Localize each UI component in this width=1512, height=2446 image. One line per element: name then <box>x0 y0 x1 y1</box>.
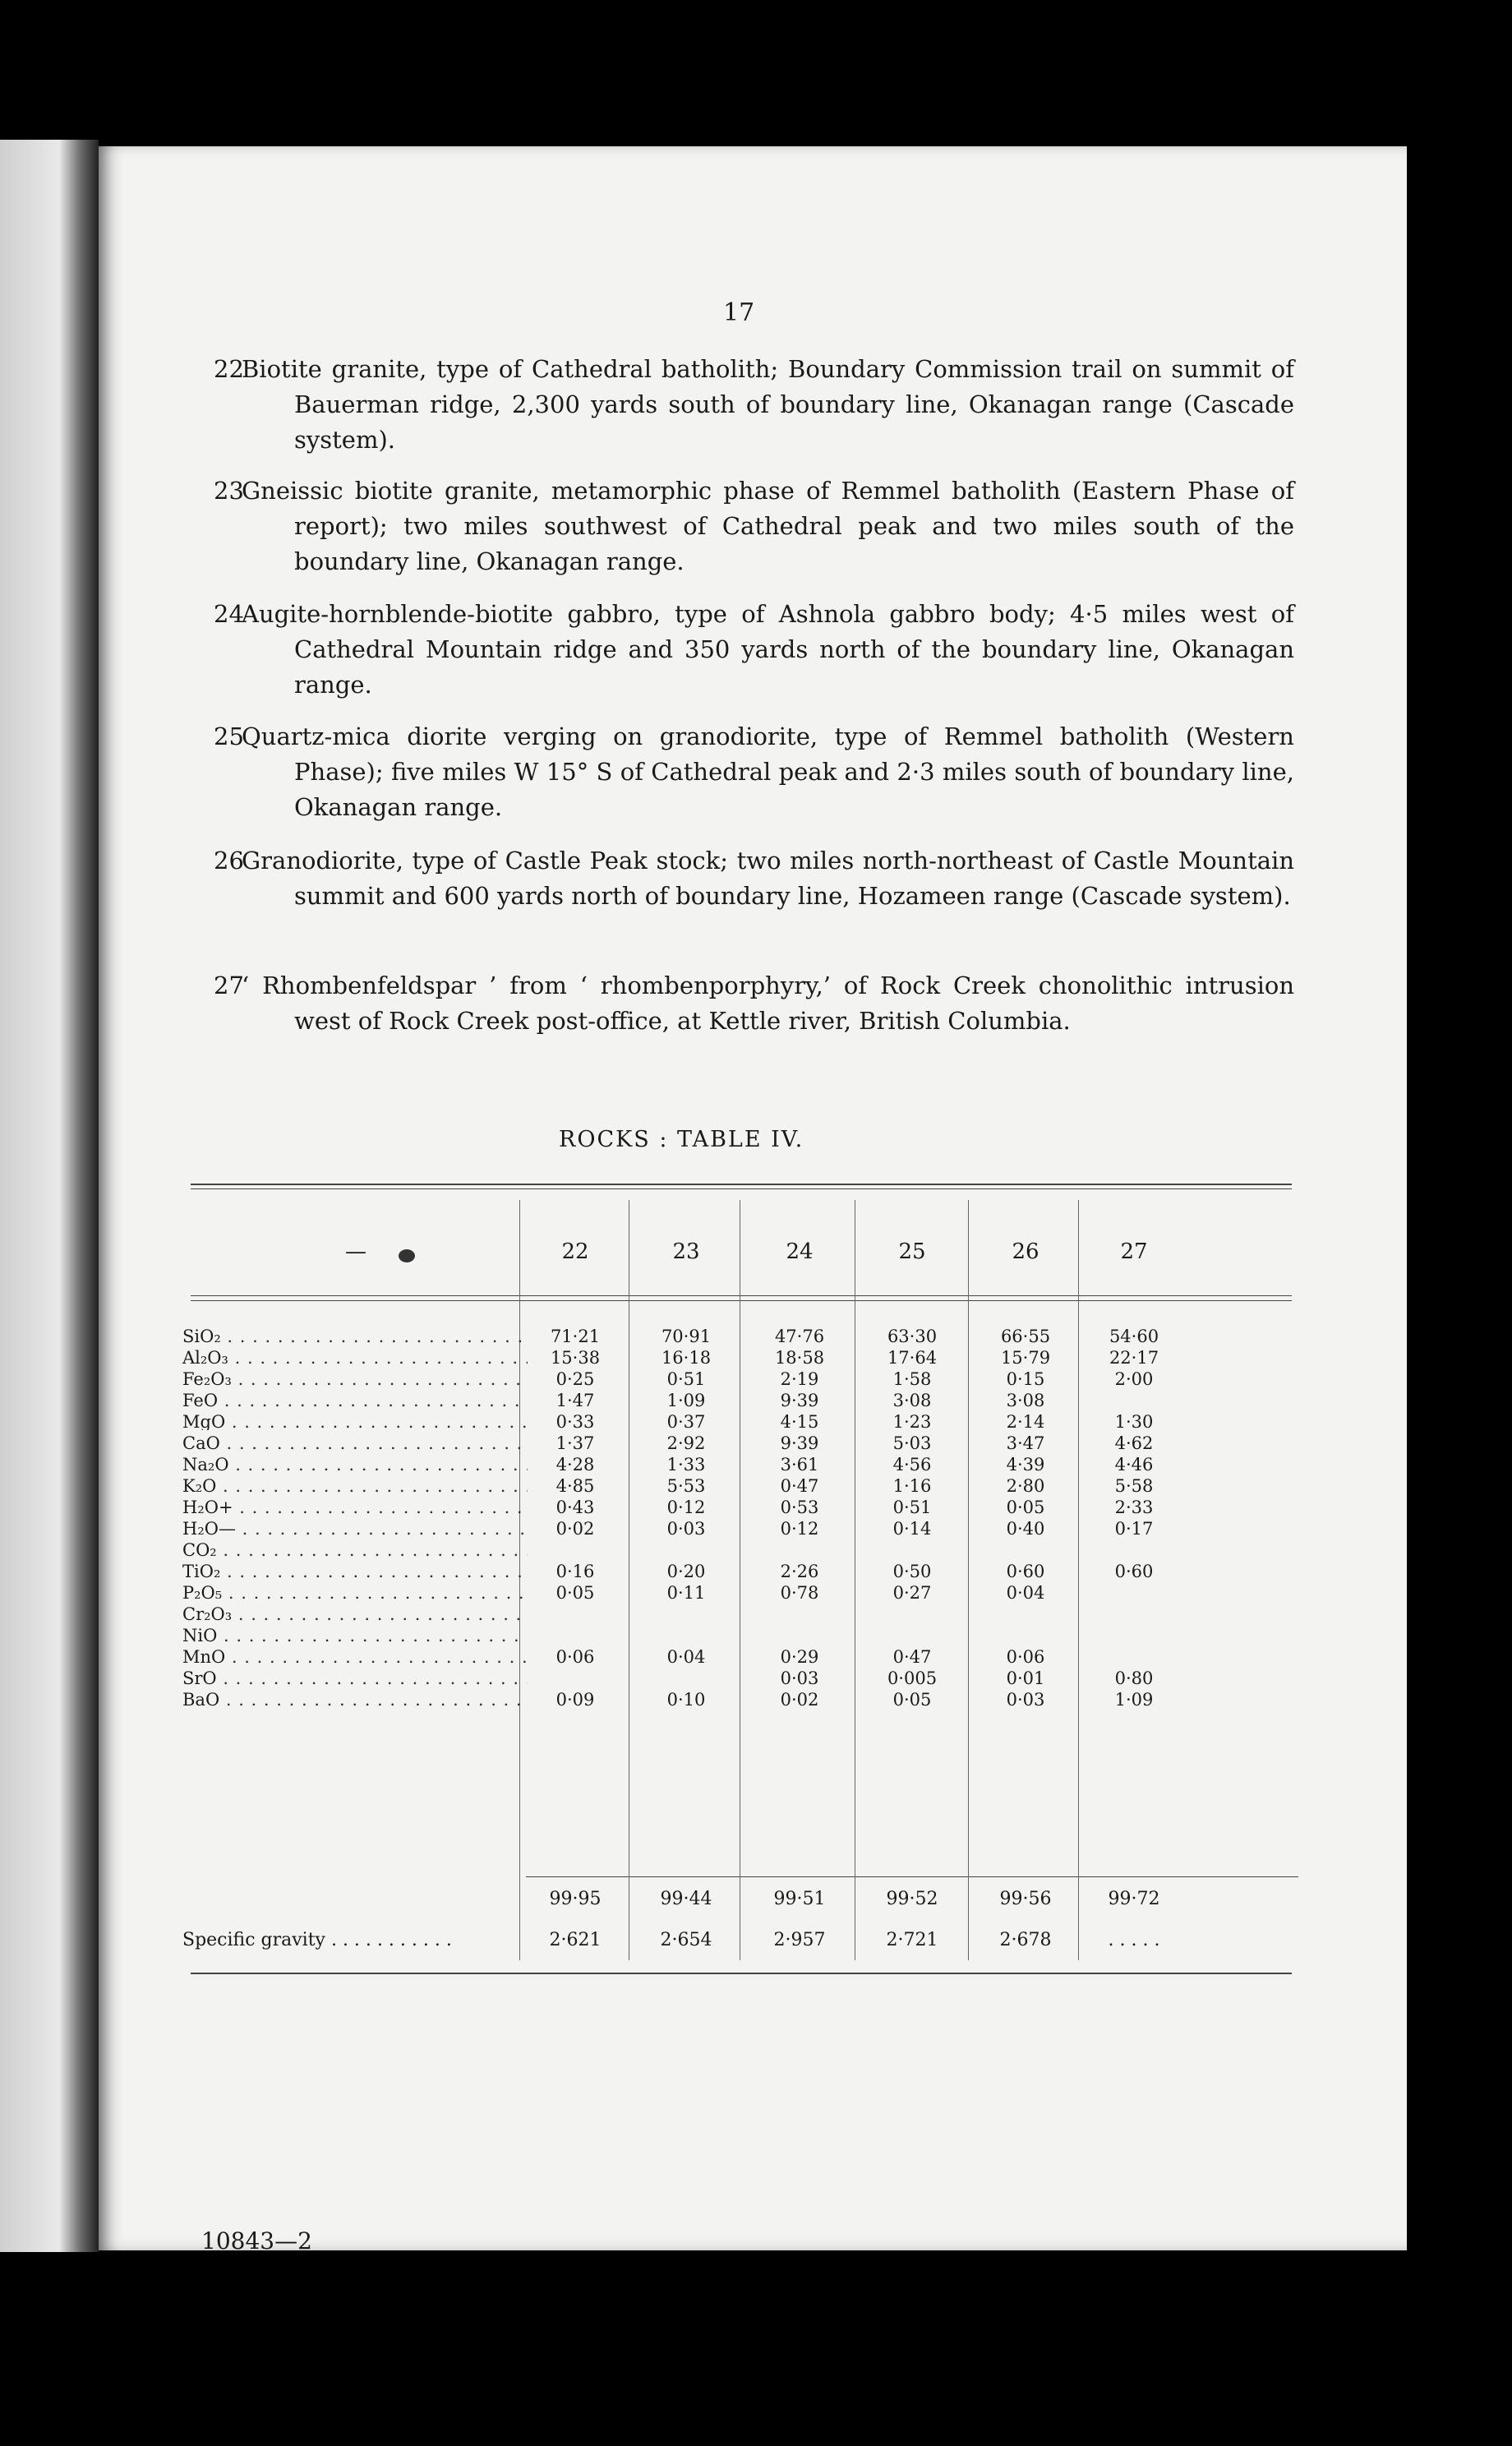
total-cell: 99·51 <box>773 1889 826 1909</box>
sample-entry <box>214 352 1294 458</box>
table-cell: 0·04 <box>1006 1583 1045 1603</box>
table-cell: 5·58 <box>1114 1476 1154 1496</box>
totals-rule <box>526 1876 1298 1877</box>
facing-page-edge <box>0 140 99 2252</box>
table-cell: 0·005 <box>887 1668 938 1688</box>
stub-header: — <box>345 1239 366 1264</box>
table-row <box>182 1563 1284 1580</box>
table-cell: 1·16 <box>892 1476 932 1496</box>
table-cell: 0·47 <box>780 1476 819 1496</box>
table-cell: 0·53 <box>780 1498 819 1517</box>
oxide-label: P₂O₅ . . . <box>182 1585 528 1601</box>
sample-entry <box>214 968 1294 1039</box>
table-row <box>182 1691 1284 1708</box>
specific-gravity-cell: 2·957 <box>773 1930 826 1950</box>
table-cell: 0·03 <box>1006 1690 1045 1710</box>
table-cell: 0·60 <box>1006 1562 1045 1581</box>
table-bottom-rule <box>191 1973 1292 1974</box>
table-cell: 0·80 <box>1114 1668 1154 1688</box>
table-cell: 0·12 <box>666 1498 706 1517</box>
table-cell: 0·11 <box>666 1583 706 1603</box>
table-cell: 0·60 <box>1114 1562 1154 1581</box>
table-cell: 0·43 <box>555 1498 595 1517</box>
table-cell: 2·92 <box>666 1433 706 1453</box>
table-cell: 2·14 <box>1006 1412 1045 1432</box>
sample-description: Granodiorite, type of Castle Peak stock; two miles north-northeast of Castle Mountain summit and 600 yards north of boundary line, Hozameen range (Cascade system). <box>242 847 1294 910</box>
oxide-label: H₂O+ . . . <box>182 1499 528 1516</box>
table-cell: 0·50 <box>892 1562 932 1581</box>
table-cell: 0·09 <box>555 1690 595 1710</box>
oxide-label: FeO . . . <box>182 1392 528 1409</box>
table-cell: 0·03 <box>780 1668 819 1688</box>
signature-mark: 10843—2 <box>201 2227 312 2254</box>
table-row <box>182 1521 1284 1537</box>
oxide-label: CO₂ . . . <box>182 1542 528 1558</box>
table-cell: 9·39 <box>780 1433 819 1453</box>
table-row <box>182 1649 1284 1665</box>
table-row <box>182 1627 1284 1644</box>
specific-gravity-cell: 2·721 <box>886 1930 938 1950</box>
table-cell: 0·20 <box>666 1562 706 1581</box>
table-cell: 0·04 <box>666 1647 706 1667</box>
table-row <box>182 1585 1284 1601</box>
table-top-rule <box>191 1184 1292 1185</box>
oxide-label: Na₂O . . . <box>182 1456 528 1473</box>
oxide-label: K₂O . . . <box>182 1478 528 1494</box>
specific-gravity-label: Specific gravity . . . . . . . . . . . <box>182 1930 452 1950</box>
table-row <box>182 1456 1284 1473</box>
table-row <box>182 1392 1284 1409</box>
table-cell: 2·33 <box>1114 1498 1154 1517</box>
oxide-label: Cr₂O₃ . . . <box>182 1606 528 1622</box>
oxide-label: SiO₂ . . . <box>182 1328 528 1345</box>
document-page <box>99 146 1407 2254</box>
table-cell: 0·40 <box>1006 1519 1045 1539</box>
table-cell: 5·53 <box>666 1476 706 1496</box>
sample-number: 24 <box>214 600 244 628</box>
table-row <box>182 1414 1284 1430</box>
table-cell: 0·78 <box>780 1583 819 1603</box>
sample-entry <box>214 843 1294 914</box>
oxide-label: CaO . . . <box>182 1435 528 1451</box>
table-cell: 0·10 <box>666 1690 706 1710</box>
table-cell: 15·38 <box>550 1348 601 1368</box>
table-cell: 0·27 <box>892 1583 932 1603</box>
table-row <box>182 1670 1284 1687</box>
specific-gravity-cell: . . . . . <box>1108 1930 1160 1950</box>
column-header: 25 <box>898 1239 926 1264</box>
table-row <box>182 1350 1284 1366</box>
ink-blot <box>399 1249 415 1262</box>
sample-number: 23 <box>214 477 244 505</box>
table-cell: 4·85 <box>555 1476 595 1496</box>
table-cell: 0·29 <box>780 1647 819 1667</box>
oxide-label: TiO₂ . . . <box>182 1563 528 1580</box>
total-cell: 99·72 <box>1108 1889 1160 1909</box>
table-cell: 0·06 <box>1006 1647 1045 1667</box>
column-header: 23 <box>672 1239 700 1264</box>
total-cell: 99·95 <box>549 1889 602 1909</box>
table-cell: 1·09 <box>1114 1690 1154 1710</box>
table-cell: 0·03 <box>666 1519 706 1539</box>
oxide-label: H₂O— . . . <box>182 1521 528 1537</box>
header-bottom-rule <box>191 1295 1292 1296</box>
sample-description: Biotite granite, type of Cathedral batholith; Boundary Commission trail on summit of Bauerman ridge, 2,300 yards south of boundary line, Okanagan range (Cascade system). <box>242 355 1294 454</box>
total-cell: 99·44 <box>660 1889 712 1909</box>
table-cell: 1·37 <box>555 1433 595 1453</box>
table-cell: 16·18 <box>661 1348 712 1368</box>
table-cell: 9·39 <box>780 1391 819 1410</box>
table-row <box>182 1542 1284 1558</box>
table-cell: 0·51 <box>666 1369 706 1389</box>
specific-gravity-cell: 2·621 <box>549 1930 602 1950</box>
table-cell: 0·37 <box>666 1412 706 1432</box>
table-cell: 4·46 <box>1114 1455 1154 1475</box>
oxide-label: NiO . . . <box>182 1627 528 1644</box>
table-row <box>182 1371 1284 1387</box>
sample-number: 27 <box>214 971 244 999</box>
table-cell: 71·21 <box>550 1327 601 1346</box>
column-header: 24 <box>786 1239 814 1264</box>
table-cell: 3·61 <box>780 1455 819 1475</box>
oxide-label: BaO . . . <box>182 1691 528 1708</box>
oxide-label: Fe₂O₃ . . . <box>182 1371 528 1387</box>
table-cell: 0·05 <box>1006 1498 1045 1517</box>
table-cell: 0·16 <box>555 1562 595 1581</box>
column-header: 22 <box>561 1239 589 1264</box>
table-cell: 1·47 <box>555 1391 595 1410</box>
table-cell: 3·47 <box>1006 1433 1045 1453</box>
header-bottom-rule-2 <box>191 1300 1292 1301</box>
table-cell: 4·56 <box>892 1455 932 1475</box>
table-cell: 18·58 <box>774 1348 825 1368</box>
sample-description: Gneissic biotite granite, metamorphic phase of Remmel batholith (Eastern Phase of report); two miles southwest of Cathedral peak and two miles south of the boundary line, Okanagan range. <box>242 477 1294 575</box>
table-cell: 66·55 <box>1000 1327 1051 1346</box>
table-cell: 2·80 <box>1006 1476 1045 1496</box>
table-cell: 1·58 <box>892 1369 932 1389</box>
table-cell: 63·30 <box>887 1327 938 1346</box>
oxide-label: MgO . . . <box>182 1414 528 1430</box>
sample-description: ‘ Rhombenfeldspar ’ from ‘ rhombenporphyry,’ of Rock Creek chonolithic intrusion west of Rock Creek post-office, at Kettle river, British Columbia. <box>242 971 1294 1035</box>
specific-gravity-cell: 2·678 <box>999 1930 1052 1950</box>
table-cell: 2·26 <box>780 1562 819 1581</box>
table-cell: 47·76 <box>774 1327 825 1346</box>
table-cell: 1·09 <box>666 1391 706 1410</box>
table-cell: 5·03 <box>892 1433 932 1453</box>
table-cell: 0·01 <box>1006 1668 1045 1688</box>
sample-description: Augite-hornblende-biotite gabbro, type of Ashnola gabbro body; 4·5 miles west of Cathedral Mountain ridge and 350 yards north of the boundary line, Okanagan range. <box>242 600 1294 699</box>
table-title: ROCKS : TABLE IV. <box>559 1127 804 1152</box>
column-divider <box>1078 1200 1079 1960</box>
column-divider <box>519 1200 520 1960</box>
table-cell: 1·30 <box>1114 1412 1154 1432</box>
sample-entry <box>214 473 1294 579</box>
table-cell: 0·12 <box>780 1519 819 1539</box>
table-cell: 4·28 <box>555 1455 595 1475</box>
table-cell: 0·06 <box>555 1647 595 1667</box>
sample-number: 22 <box>214 355 244 383</box>
table-cell: 1·23 <box>892 1412 932 1432</box>
oxide-label: SrO . . . <box>182 1670 528 1687</box>
sample-number: 25 <box>214 722 244 750</box>
column-divider <box>968 1200 969 1960</box>
table-cell: 0·14 <box>892 1519 932 1539</box>
specific-gravity-cell: 2·654 <box>660 1930 712 1950</box>
table-cell: 0·05 <box>892 1690 932 1710</box>
table-cell: 0·51 <box>892 1498 932 1517</box>
table-cell: 4·15 <box>780 1412 819 1432</box>
total-cell: 99·56 <box>999 1889 1052 1909</box>
table-top-rule-2 <box>191 1188 1292 1189</box>
table-cell: 22·17 <box>1109 1348 1159 1368</box>
table-cell: 0·15 <box>1006 1369 1045 1389</box>
table-cell: 0·33 <box>555 1412 595 1432</box>
total-cell: 99·52 <box>886 1889 938 1909</box>
table-cell: 54·60 <box>1109 1327 1159 1346</box>
table-cell: 0·25 <box>555 1369 595 1389</box>
sample-entry <box>214 719 1294 825</box>
table-cell: 3·08 <box>892 1391 932 1410</box>
table-cell: 70·91 <box>661 1327 712 1346</box>
table-cell: 15·79 <box>1000 1348 1051 1368</box>
column-header: 27 <box>1120 1239 1148 1264</box>
table-cell: 4·62 <box>1114 1433 1154 1453</box>
sample-description: Quartz-mica diorite verging on granodiorite, type of Remmel batholith (Western Phase); five miles W 15° S of Cathedral peak and 2·3 miles south of boundary line, Okanagan range. <box>242 722 1294 821</box>
oxide-label: Al₂O₃ . . . <box>182 1350 528 1366</box>
column-header: 26 <box>1012 1239 1040 1264</box>
table-cell: 1·33 <box>666 1455 706 1475</box>
table-cell: 2·19 <box>780 1369 819 1389</box>
table-cell: 3·08 <box>1006 1391 1045 1410</box>
table-cell: 0·02 <box>780 1690 819 1710</box>
table-cell: 0·05 <box>555 1583 595 1603</box>
table-cell: 0·17 <box>1114 1519 1154 1539</box>
sample-entry <box>214 597 1294 703</box>
table-cell: 17·64 <box>887 1348 938 1368</box>
table-cell: 0·47 <box>892 1647 932 1667</box>
table-row <box>182 1606 1284 1622</box>
table-row <box>182 1478 1284 1494</box>
table-cell: 2·00 <box>1114 1369 1154 1389</box>
table-cell: 0·02 <box>555 1519 595 1539</box>
table-cell: 4·39 <box>1006 1455 1045 1475</box>
sample-number: 26 <box>214 847 244 875</box>
page-number: 17 <box>723 298 755 327</box>
table-row <box>182 1328 1284 1345</box>
table-row <box>182 1499 1284 1516</box>
table-row <box>182 1435 1284 1451</box>
oxide-label: MnO . . . <box>182 1649 528 1665</box>
